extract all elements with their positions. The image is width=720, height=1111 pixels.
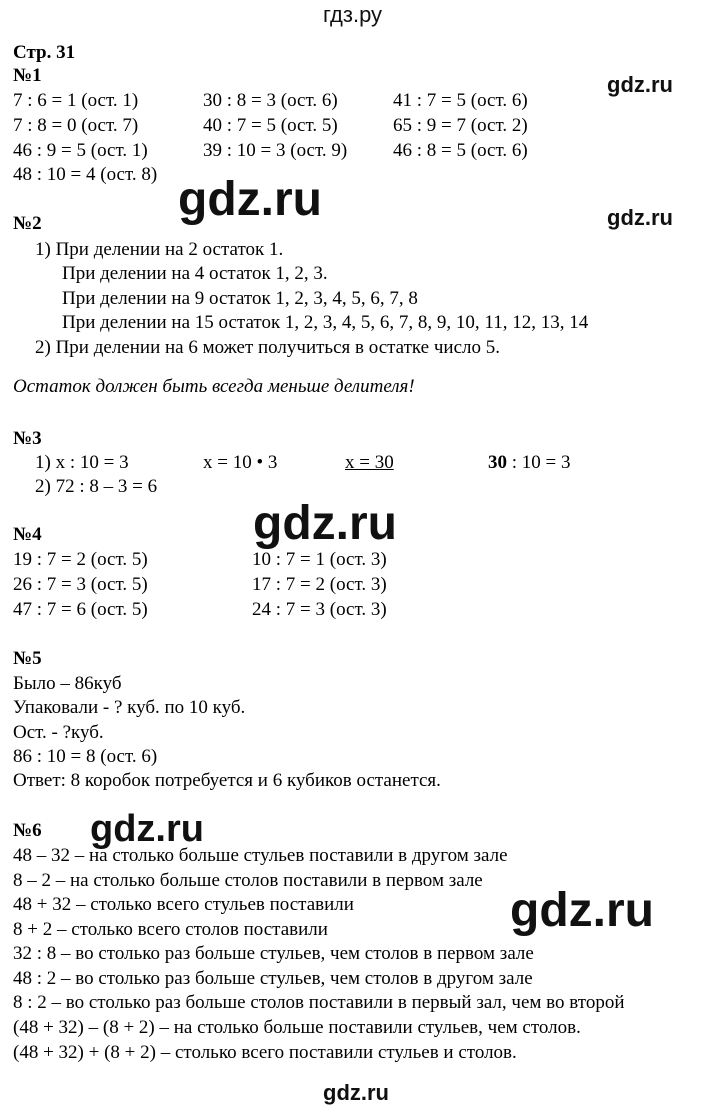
task1-c2-r2: 40 : 7 = 5 (ост. 5) (203, 115, 338, 136)
task4-title: №4 (13, 524, 42, 545)
task4-c1-r2: 26 : 7 = 3 (ост. 5) (13, 574, 148, 595)
task6-line6: 48 : 2 – во столько раз больше стульев, чем столов в другом зале (13, 968, 533, 989)
page-number: Стр. 31 (13, 42, 76, 63)
task3-check-rest: : 10 = 3 (507, 452, 571, 473)
task2-line5: 2) При делении на 6 может получиться в остатке число 5. (35, 337, 500, 358)
task1-c1-r3: 46 : 9 = 5 (ост. 1) (13, 140, 148, 161)
task1-c1-r4: 48 : 10 = 4 (ост. 8) (13, 164, 158, 185)
task1-c1-r1: 7 : 6 = 1 (ост. 1) (13, 90, 139, 111)
task1-c3-r3: 46 : 8 = 5 (ост. 6) (393, 140, 528, 161)
task4-c2-r1: 10 : 7 = 1 (ост. 3) (252, 549, 387, 570)
task1-c3-r1: 41 : 7 = 5 (ост. 6) (393, 90, 528, 111)
task2-title: №2 (13, 213, 42, 234)
task5-line4: 86 : 10 = 8 (ост. 6) (13, 746, 158, 767)
task6-line1: 48 – 32 – на столько больше стульев поставили в другом зале (13, 845, 508, 866)
task6-title: №6 (13, 820, 42, 841)
task6-line8: (48 + 32) – (8 + 2) – на столько больше поставили стульев, чем столов. (13, 1017, 581, 1038)
task3-check-bold: 30 (488, 452, 507, 473)
task4-c2-r3: 24 : 7 = 3 (ост. 3) (252, 599, 387, 620)
task1-c2-r1: 30 : 8 = 3 (ост. 6) (203, 90, 338, 111)
task1-title: №1 (13, 65, 42, 86)
task6-line5: 32 : 8 – во столько раз больше стульев, чем столов в первом зале (13, 943, 534, 964)
task2-line4: При делении на 15 остаток 1, 2, 3, 4, 5, 6, 7, 8, 9, 10, 11, 12, 13, 14 (62, 312, 589, 333)
watermark-medium: gdz.ru (90, 808, 204, 850)
task3-line2: 2) 72 : 8 – 3 = 6 (35, 476, 158, 497)
task3-eq2: x = 10 • 3 (203, 452, 278, 473)
watermark-large: gdz.ru (178, 173, 322, 226)
task6-line3: 48 + 32 – столько всего стульев поставили (13, 894, 354, 915)
watermark-top: гдз.ру (323, 2, 383, 27)
task4-c2-r2: 17 : 7 = 2 (ост. 3) (252, 574, 387, 595)
watermark-bottom: gdz.ru (323, 1080, 389, 1105)
task4-c1-r3: 47 : 7 = 6 (ост. 5) (13, 599, 148, 620)
watermark-small: gdz.ru (607, 205, 673, 230)
watermark-small: gdz.ru (607, 72, 673, 97)
task2-line2: При делении на 4 остаток 1, 2, 3. (62, 263, 328, 284)
task6-line9: (48 + 32) + (8 + 2) – столько всего поставили стульев и столов. (13, 1042, 517, 1063)
task3-title: №3 (13, 428, 42, 449)
task5-line1: Было – 86куб (13, 673, 122, 694)
task3-eq1: 1) x : 10 = 3 (35, 452, 129, 473)
task1-c2-r3: 39 : 10 = 3 (ост. 9) (203, 140, 348, 161)
task2-note: Остаток должен быть всегда меньше делителя! (13, 376, 415, 397)
task5-title: №5 (13, 648, 42, 669)
task3-eq3: x = 30 (345, 452, 394, 473)
task5-line5: Ответ: 8 коробок потребуется и 6 кубиков останется. (13, 770, 441, 791)
task1-c3-r2: 65 : 9 = 7 (ост. 2) (393, 115, 528, 136)
watermark-large: gdz.ru (253, 497, 397, 550)
task4-c1-r1: 19 : 7 = 2 (ост. 5) (13, 549, 148, 570)
task3-check (488, 452, 571, 474)
task6-line2: 8 – 2 – на столько больше столов поставили в первом зале (13, 870, 483, 891)
task2-line1: 1) При делении на 2 остаток 1. (35, 239, 284, 260)
task5-line2: Упаковали - ? куб. по 10 куб. (13, 697, 246, 718)
task1-c1-r2: 7 : 8 = 0 (ост. 7) (13, 115, 139, 136)
task6-line4: 8 + 2 – столько всего столов поставили (13, 919, 328, 940)
task6-line7: 8 : 2 – во столько раз больше столов поставили в первый зал, чем во второй (13, 992, 625, 1013)
watermark-large: gdz.ru (510, 884, 654, 937)
task5-line3: Ост. - ?куб. (13, 722, 104, 743)
task2-line3: При делении на 9 остаток 1, 2, 3, 4, 5, 6, 7, 8 (62, 288, 418, 309)
